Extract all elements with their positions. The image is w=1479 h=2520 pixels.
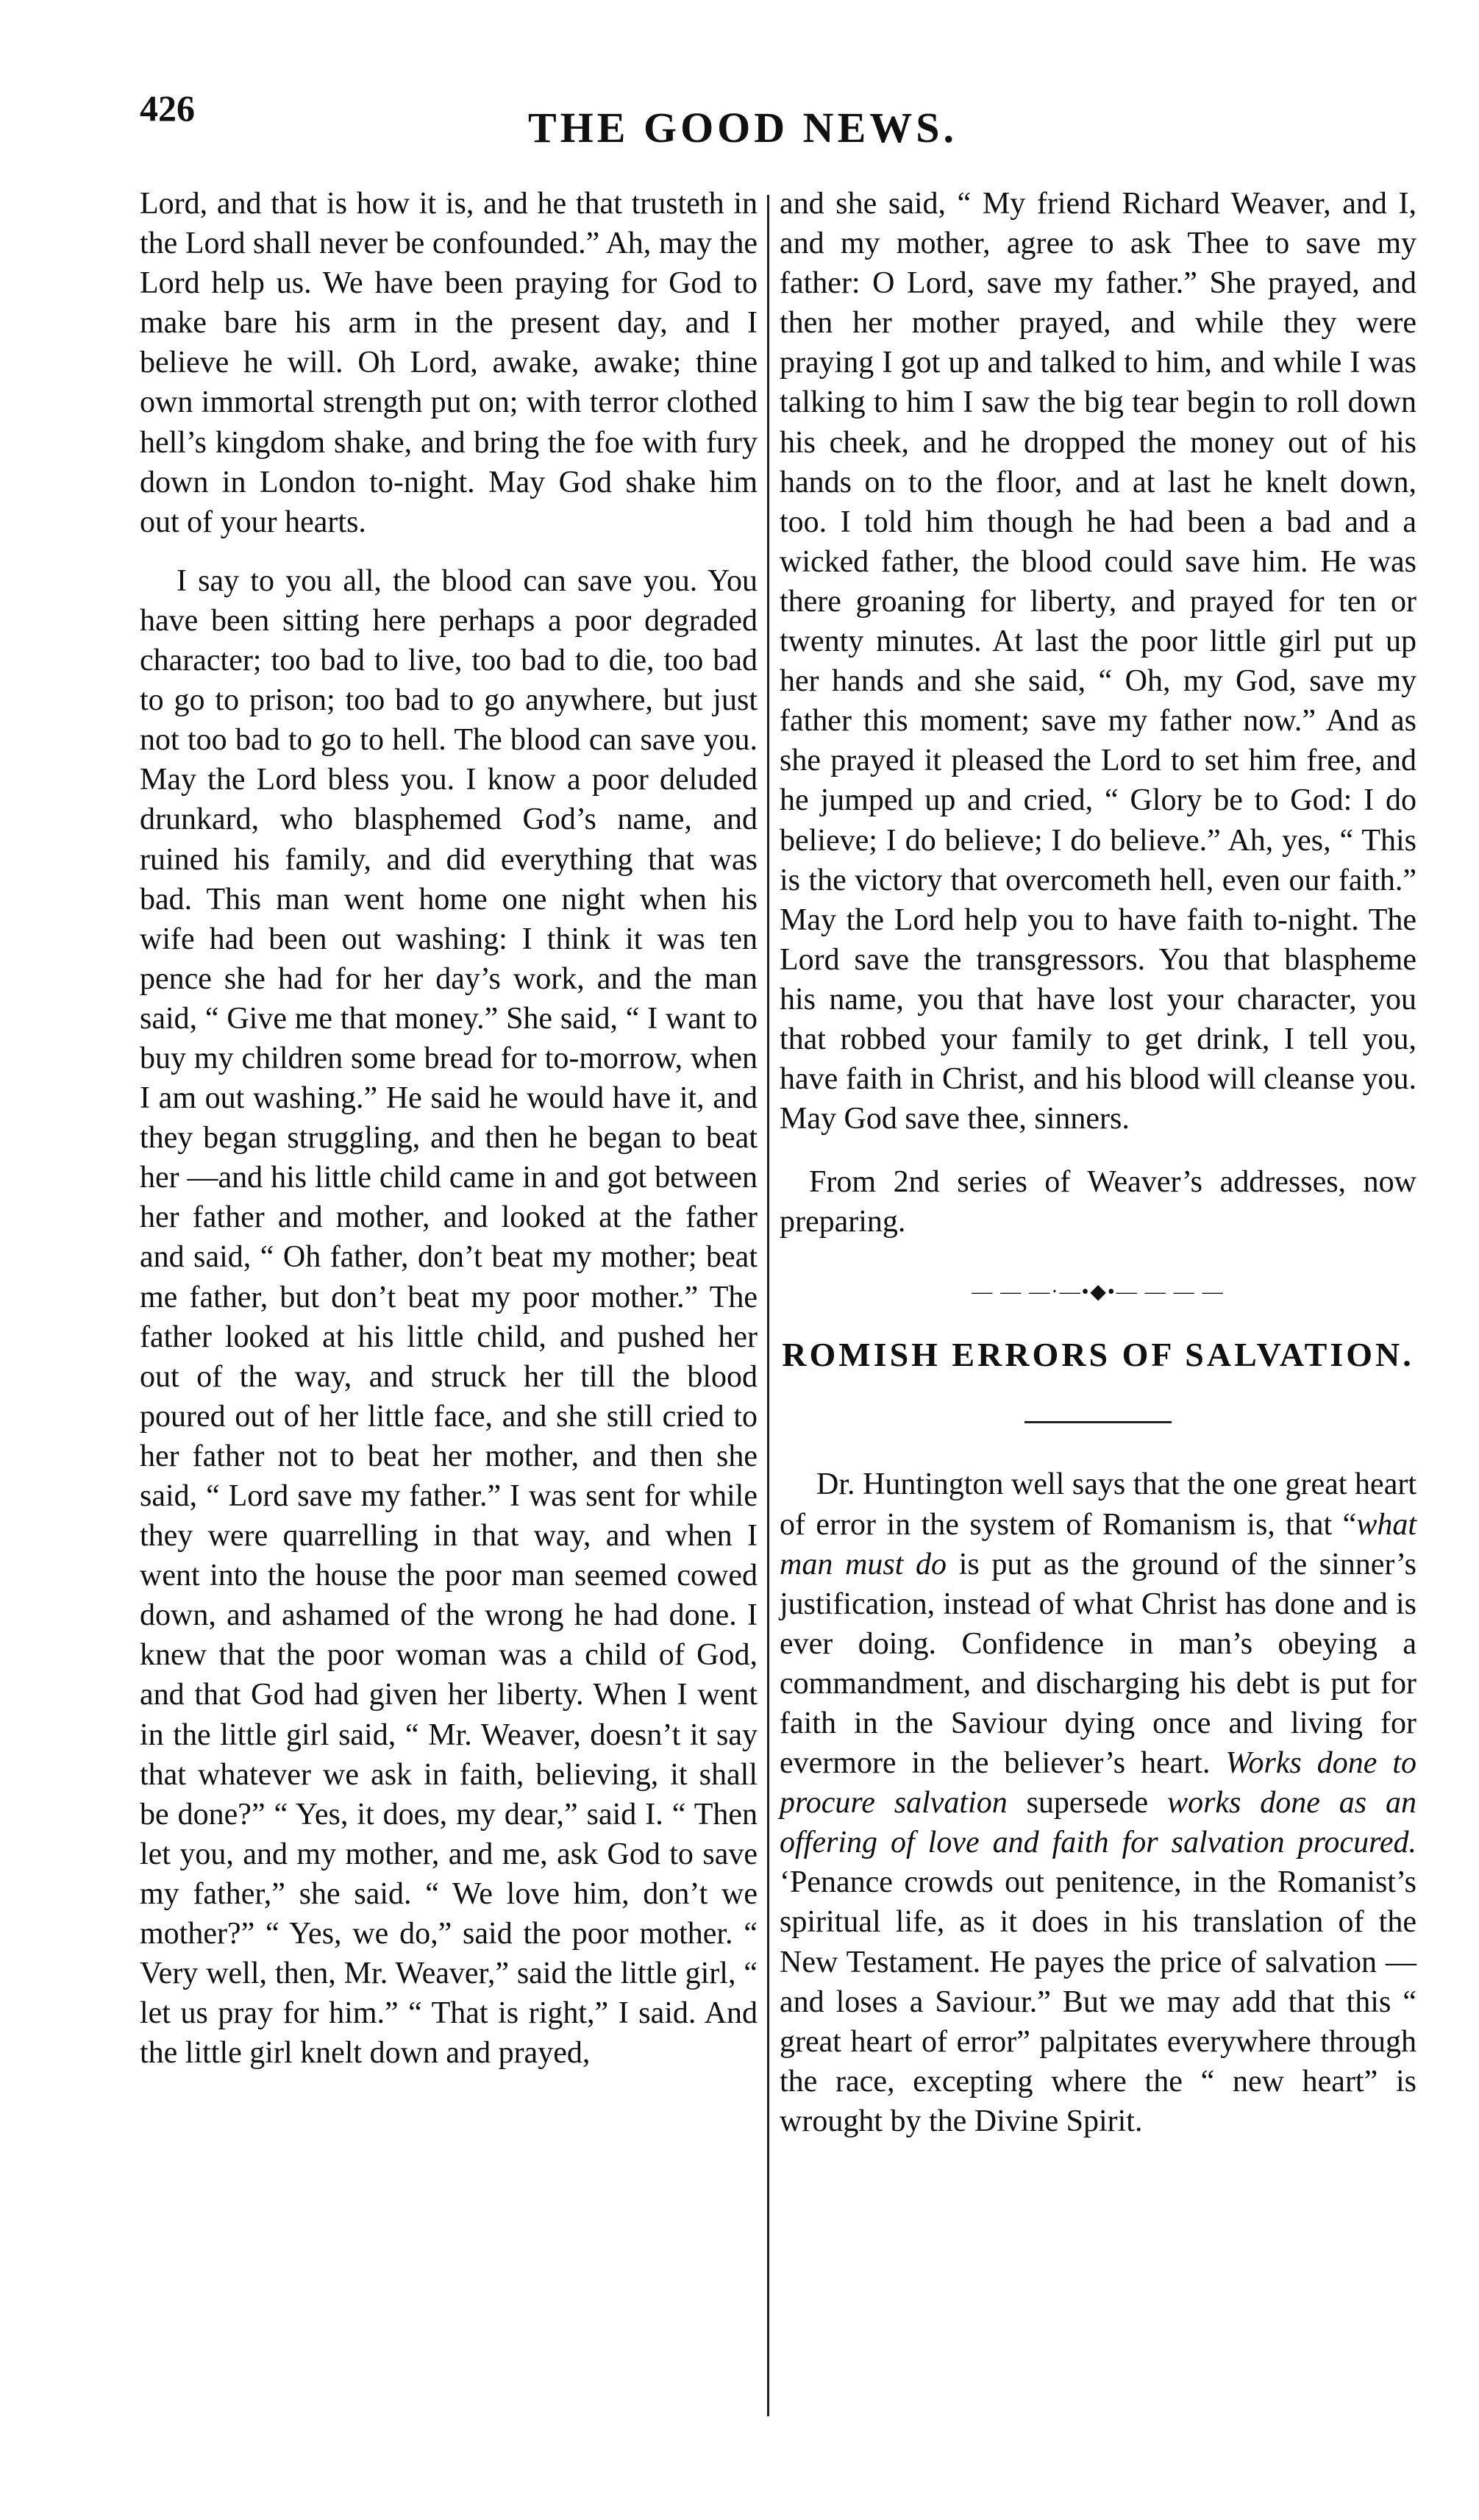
right-column	[780, 184, 1416, 2141]
article-emphasis: works done as an offering of love and faith for salvation procured.	[780, 1786, 1416, 1860]
ornamental-divider: — — —·—•◆•— — — —	[972, 1281, 1225, 1304]
page-number: 426	[140, 88, 195, 129]
article-text: Dr. Huntington well says that the one great heart of error in the system of Romanism is, that “	[780, 1467, 1416, 1542]
article-text: supersede	[1007, 1786, 1168, 1820]
column-divider	[767, 195, 769, 2416]
body-paragraph: and she said, “ My friend Richard Weaver, and I, and my mother, agree to ask Thee to save my father: O Lord, save my father.” She prayed, and then her mother prayed, and while they were praying I got up and talked to him, and while I was talking to him I saw the big tear begin to roll down his cheek, and he dropped the money out of his hands on to the floor, and at last he knelt down, too. I told him though he had been a bad and a wicked father, the blood could save him. He was there groaning for liberty, and prayed for ten or twenty minutes. At last the poor little girl put up her hands and she said, “ Oh, my God, save my father this moment; save my father now.” And as she prayed it pleased the Lord to set him free, and he jumped up and cried, “ Glory be to God: I do believe; I do believe; I do believe.” Ah, yes, “ This is the victory that overcometh hell, even our faith.” May the Lord help you to have faith to-night. The Lord save the transgressors. You that blaspheme his name, you that have lost your character, you that robbed your family to get drink, I tell you, have faith in Christ, and his blood will cleanse you. May God save thee, sinners.	[780, 187, 1416, 1136]
body-paragraph: I say to you all, the blood can save you. You have been sitting here perhaps a poor degraded character; too bad to live, too bad to die, too bad to go to prison; too bad to go anywhere, but just not too bad to go to hell. The blood can save you. May the Lord bless you. I know a poor deluded drunkard, who blasphemed God’s name, and ruined his family, and did everything that was bad. This man went home one night when his wife had been out washing: I think it was ten pence she had for her day’s work, and the man said, “ Give me that money.” She said, “ I want to buy my children some bread for to-morrow, when I am out washing.” He said he would have it, and they began struggling, and then he began to beat her —and his little child came in and got between her father and mother, and looked at the father and said, “ Oh father, don’t beat my mother; beat me father, but don’t beat my poor mother.” The father looked at his little child, and pushed her out of the way, and struck her till the blood poured out of her little face, and she still cried to her father not to beat her mother, and then she said, “ Lord save my father.” I was sent for while they were quarrelling in that way, and when I went into the house the poor man seemed cowed down, and ashamed of the wrong he had done. I knew that the poor woman was a child of God, and that God had given her liberty. When I went in the little girl said, “ Mr. Weaver, doesn’t it say that whatever we ask in faith, believing, it shall be done?” “ Yes, it does, my dear,” said I. “ Then let you, and my mother, and me, ask God to save my father,” she said. “ We love him, don’t we mother?” “ Yes, we do,” said the poor mother. “ Very well, then, Mr. Weaver,” said the little girl, “ let us pray for him.” “ That is right,” I said. And the little girl knelt down and prayed,	[140, 563, 758, 2071]
section-heading: ROMISH ERRORS OF SALVATION.	[782, 1336, 1414, 1374]
body-paragraph: Lord, and that is how it is, and he that trusteth in the Lord shall never be confounded.” Ah, may the Lord help us. We have been praying for God to make bare his arm in the present day, and I believe he will. Oh Lord, awake, awake; thine own immortal strength put on; with terror clothed hell’s kingdom shake, and bring the foe with fury down in London to-night. May God shake him out of your hearts.	[140, 187, 758, 539]
article-paragraph	[780, 1464, 1416, 2141]
article-text: ‘Penance crowds out penitence, in the Romanist’s spiritual life, as it does in his translation of the New Testament. He payes the price of salvation —and loses a Saviour.” But we may add that this “ great heart of error” palpitates everywhere through the race, excepting where the “ new heart” is wrought by the Divine Spirit.	[780, 1865, 1416, 2138]
running-title: THE GOOD NEWS.	[527, 104, 958, 152]
heading-rule	[1024, 1421, 1172, 1423]
article-emphasis: Works done to procure salvation	[780, 1746, 1416, 1820]
article-emphasis: what man must do	[780, 1507, 1416, 1581]
article-text: is put as the ground of the sinner’s justification, instead of what Christ has done and is ever doing. Confidence in man’s obeying a commandment, and discharging his debt is put for faith in the Saviour dying once and living for evermore in the believer’s heart.	[780, 1547, 1416, 1781]
source-credit: From 2nd series of Weaver’s addresses, now preparing.	[780, 1165, 1416, 1239]
left-column	[140, 184, 758, 2073]
